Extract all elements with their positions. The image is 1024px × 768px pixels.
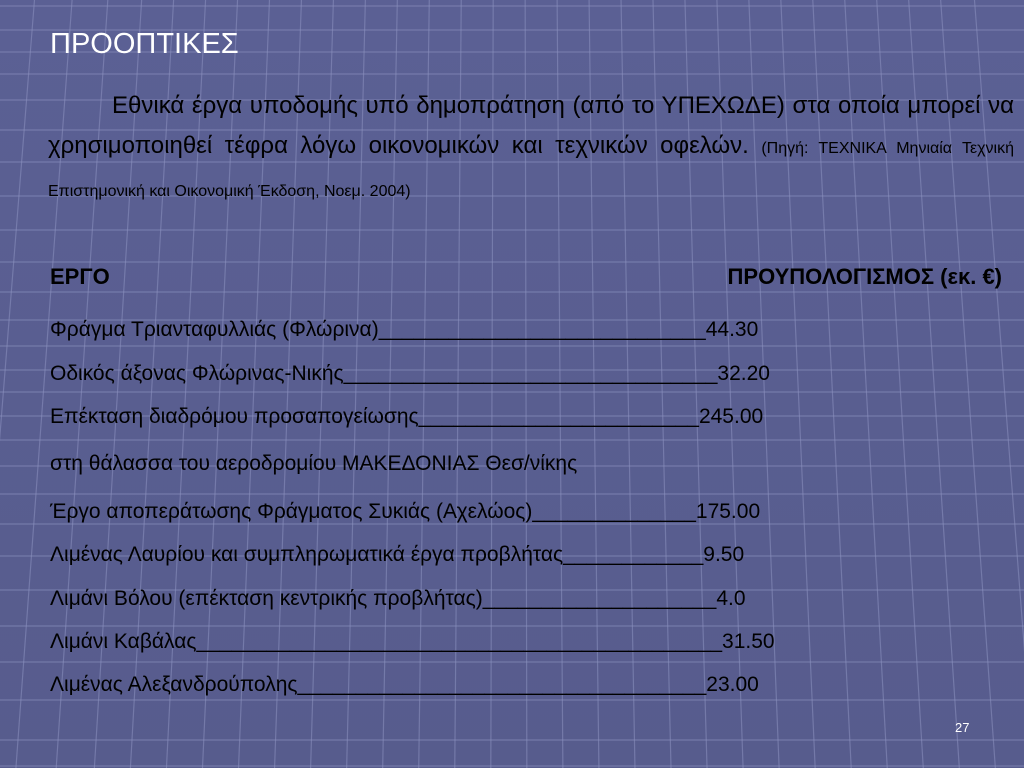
project-row: Φράγμα Τριανταφυλλιάς (Φλώρινα)____________________________44.30	[50, 318, 759, 341]
intro-paragraph	[48, 86, 1014, 212]
project-row-continuation: στη θάλασσα του αεροδρομίου ΜΑΚΕΔΟΝΙΑΣ Θεσ/νίκης	[50, 452, 578, 475]
project-row: Λιμένας Λαυρίου και συμπληρωματικά έργα προβλήτας____________9.50	[50, 543, 745, 566]
column-header-budget: ΠΡΟΥΠΟΛΟΓΙΣΜΟΣ (εκ. €)	[727, 264, 1002, 289]
intro-text: Εθνικά έργα υποδομής υπό δημοπράτηση (από το ΥΠΕΧΩΔΕ) στα οποία μπορεί να χρησιμοποιηθεί τέφρα λόγω οικονομικών και τεχνικών οφελών.	[48, 92, 1014, 159]
slide-title: ΠΡΟΟΠΤΙΚΕΣ	[50, 28, 239, 60]
page-number: 27	[955, 720, 970, 735]
intro-source: (Πηγή: ΤΕΧΝΙΚΑ Μηνιαία Τεχνική Επιστημονική και Οικονομική Έκδοση, Νοεμ. 2004)	[48, 140, 1015, 200]
project-row: Λιμένας Αλεξανδρούπολης___________________________________23.00	[50, 673, 759, 696]
column-header-project: ΕΡΓΟ	[50, 264, 110, 289]
project-row: Λιμάνι Βόλου (επέκταση κεντρικής προβλήτας)____________________4.0	[50, 587, 746, 610]
project-row: Οδικός άξονας Φλώρινας-Νικής________________________________32.20	[50, 362, 770, 385]
project-row: Επέκταση διαδρόμου προσαπογείωσης________________________245.00	[50, 405, 764, 428]
project-row: Λιμάνι Καβάλας_____________________________________________31.50	[50, 630, 775, 653]
project-row: Έργο αποπεράτωσης Φράγματος Συκιάς (Αχελώος)______________175.00	[50, 500, 761, 523]
